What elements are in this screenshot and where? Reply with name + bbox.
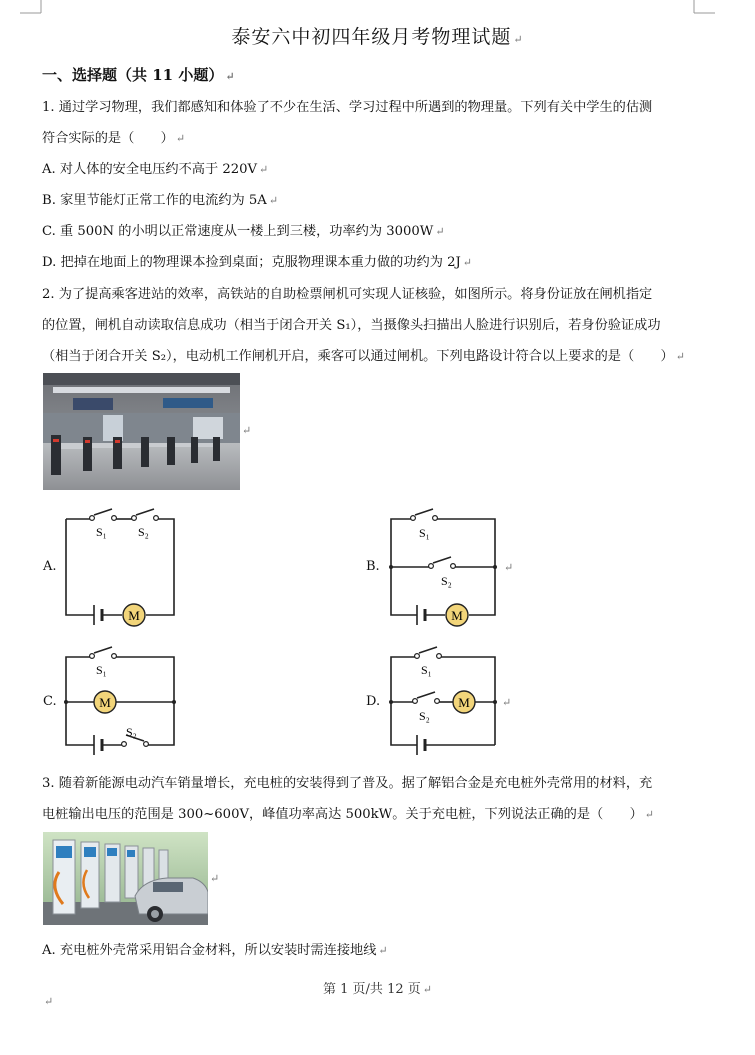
q3-stem-line1: 3. 随着新能源电动汽车销量增长，充电桩的安装得到了普及。据了解铝合金是充电桩外壳常用的材料，充 — [42, 776, 653, 791]
circuit-b-para-mark: ↵ — [504, 561, 514, 574]
q1-option-a: A. 对人体的安全电压约不高于 220V ↵ — [42, 162, 269, 177]
s2-label: S₂ — [126, 725, 137, 739]
q1-option-c: C. 重 500N 的小明以正常速度从一楼上到三楼，功率约为 3000W ↵ — [42, 224, 445, 239]
circuit-b-diagram — [385, 505, 510, 630]
trailing-para-mark: ↵ — [44, 995, 54, 1008]
circuit-d-label: D. — [366, 694, 381, 709]
motor-label: M — [458, 695, 470, 710]
q1-stem-line2: 符合实际的是（ ） ↵ — [42, 131, 186, 146]
station-gate-photo — [43, 373, 240, 490]
page-title: 泰安六中初四年级月考物理试题 ↵ — [231, 26, 524, 48]
circuit-b-label: B. — [366, 559, 380, 574]
circuit-c-label: C. — [43, 694, 57, 709]
q2-stem-line1: 2. 为了提高乘客进站的效率，高铁站的自助检票闸机可实现人证核验，如图所示。将身份证放在闸机指定 — [42, 287, 653, 302]
s1-label: S₁ — [96, 663, 107, 677]
motor-label: M — [99, 695, 111, 710]
crop-mark-top-right — [693, 0, 715, 14]
s2-label: S₂ — [419, 709, 430, 723]
q1-option-d: D. 把掉在地面上的物理课本捡到桌面；克服物理课本重力做的功约为 2J ↵ — [42, 255, 473, 270]
circuit-c-diagram — [60, 645, 185, 755]
page-footer: 第 1 页/共 12 页 ↵ — [323, 982, 432, 997]
circuit-a-diagram — [60, 505, 185, 630]
q3-option-a: A. 充电桩外壳常采用铝合金材料，所以安装时需连接地线 ↵ — [42, 943, 388, 958]
circuit-d-para-mark: ↵ — [502, 696, 512, 709]
q2-stem-line2: 的位置，闸机自动读取信息成功（相当于闭合开关 S₁），当摄像头扫描出人脸进行识别后，若身份验证成功 — [42, 318, 661, 333]
circuit-d-diagram — [385, 645, 510, 755]
photo-para-mark: ↵ — [242, 424, 252, 437]
charging-photo-para-mark: ↵ — [210, 872, 220, 885]
motor-label: M — [128, 608, 140, 623]
s2-label: S₂ — [441, 574, 452, 588]
motor-label: M — [451, 608, 463, 623]
s1-label: S₁ — [421, 663, 432, 677]
q1-stem-line1: 1. 通过学习物理，我们都感知和体验了不少在生活、学习过程中所遇到的物理量。下列有关中学生的估测 — [42, 100, 653, 115]
q1-option-b: B. 家里节能灯正常工作的电流约为 5A ↵ — [42, 193, 279, 208]
q3-stem-line2: 电桩输出电压的范围是 300~600V，峰值功率高达 500kW。关于充电桩，下列说法正确的是（ ） ↵ — [42, 807, 654, 822]
s1-label: S₁ — [419, 526, 430, 540]
circuit-a-label: A. — [43, 559, 57, 574]
q2-stem-line3: （相当于闭合开关 S₂），电动机工作闸机开启，乘客可以通过闸机。下列电路设计符合以上要求的是（ ） ↵ — [42, 349, 685, 364]
s1-label: S₁ — [96, 525, 107, 539]
charging-pile-photo — [43, 832, 208, 925]
s2-label: S₂ — [138, 525, 149, 539]
crop-mark-top-left — [20, 0, 42, 14]
section-heading: 一、选择题（共 11 小题） ↵ — [42, 66, 235, 84]
